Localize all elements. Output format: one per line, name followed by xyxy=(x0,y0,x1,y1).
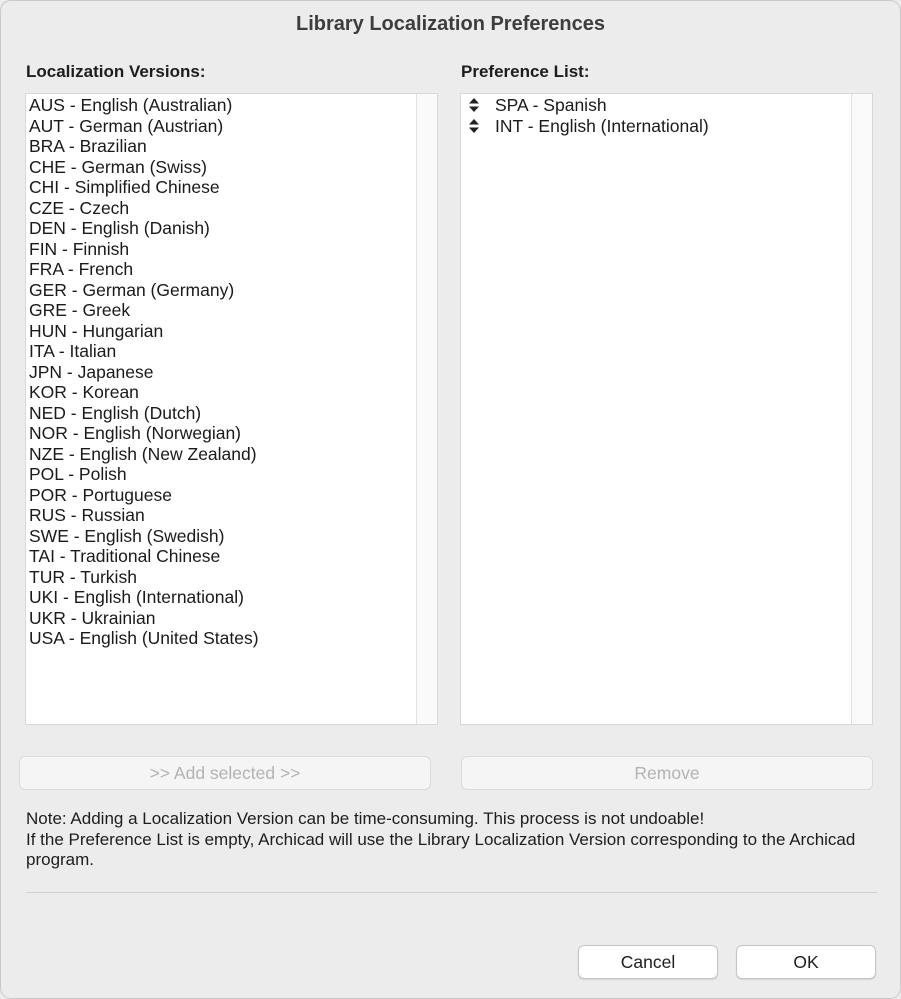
version-list-item[interactable]: AUT - German (Austrian) xyxy=(29,115,224,136)
version-list-item[interactable]: NZE - English (New Zealand) xyxy=(29,443,257,464)
preference-list-item[interactable] xyxy=(467,95,607,116)
version-list-item[interactable]: USA - English (United States) xyxy=(29,628,259,648)
version-list-item[interactable]: FIN - Finnish xyxy=(29,238,130,259)
version-list-item[interactable]: GER - German (Germany) xyxy=(29,279,235,300)
version-list-item[interactable]: RUS - Russian xyxy=(29,505,145,525)
preference-list[interactable] xyxy=(460,93,873,725)
versions-scrollbar[interactable] xyxy=(416,94,437,724)
preference-item-label: INT - English (International) xyxy=(495,115,709,136)
version-list-item[interactable]: NOR - English (Norwegian) xyxy=(29,423,242,443)
preference-list-item[interactable] xyxy=(467,116,709,137)
dialog-title: Library Localization Preferences xyxy=(295,13,605,35)
preference-item-label: SPA - Spanish xyxy=(495,95,607,115)
versions-label: Localization Versions: xyxy=(26,62,206,81)
note-line-2: If the Preference List is empty, Archicad will use the Library Localization Version corresponding to the Archicad program. xyxy=(26,829,856,869)
version-list-item[interactable]: CHI - Simplified Chinese xyxy=(29,177,220,197)
up-down-arrows-icon[interactable] xyxy=(467,95,481,115)
version-list-item[interactable]: CZE - Czech xyxy=(29,197,130,218)
version-list-item[interactable]: BRA - Brazilian xyxy=(29,136,147,156)
up-down-arrows-icon[interactable] xyxy=(467,116,481,136)
version-list-item[interactable]: FRA - French xyxy=(29,259,134,279)
version-list-item[interactable]: CHE - German (Swiss) xyxy=(29,156,207,177)
version-list-item[interactable]: NED - English (Dutch) xyxy=(29,402,202,423)
version-list-item[interactable]: HUN - Hungarian xyxy=(29,320,164,341)
note-text xyxy=(26,809,886,871)
version-list-item[interactable]: JPN - Japanese xyxy=(29,361,154,382)
version-list-item[interactable]: DEN - English (Danish) xyxy=(29,218,210,238)
versions-list[interactable] xyxy=(25,93,438,725)
version-list-item[interactable]: POR - Portuguese xyxy=(29,484,172,505)
version-list-item[interactable]: KOR - Korean xyxy=(29,382,139,402)
version-list-item[interactable]: GRE - Greek xyxy=(29,300,131,320)
version-list-item[interactable]: TUR - Turkish xyxy=(29,566,137,587)
version-list-item[interactable]: POL - Polish xyxy=(29,464,127,484)
version-list-item[interactable]: TAI - Traditional Chinese xyxy=(29,546,221,566)
divider xyxy=(26,892,877,893)
version-list-item[interactable]: ITA - Italian xyxy=(29,341,117,361)
preference-scrollbar[interactable] xyxy=(851,94,872,724)
version-list-item[interactable]: SWE - English (Swedish) xyxy=(29,525,225,546)
note-line-1: Note: Adding a Localization Version can be time-consuming. This process is not undoable! xyxy=(26,809,705,828)
version-list-item[interactable]: UKI - English (International) xyxy=(29,587,244,607)
cancel-button[interactable]: Cancel xyxy=(578,945,718,979)
remove-button[interactable]: Remove xyxy=(461,756,873,790)
add-selected-button[interactable]: >> Add selected >> xyxy=(19,756,431,790)
ok-button[interactable]: OK xyxy=(736,945,876,979)
version-list-item[interactable]: UKR - Ukrainian xyxy=(29,607,156,628)
preference-list-label: Preference List: xyxy=(461,62,590,81)
version-list-item[interactable]: AUS - English (Australian) xyxy=(29,95,233,115)
